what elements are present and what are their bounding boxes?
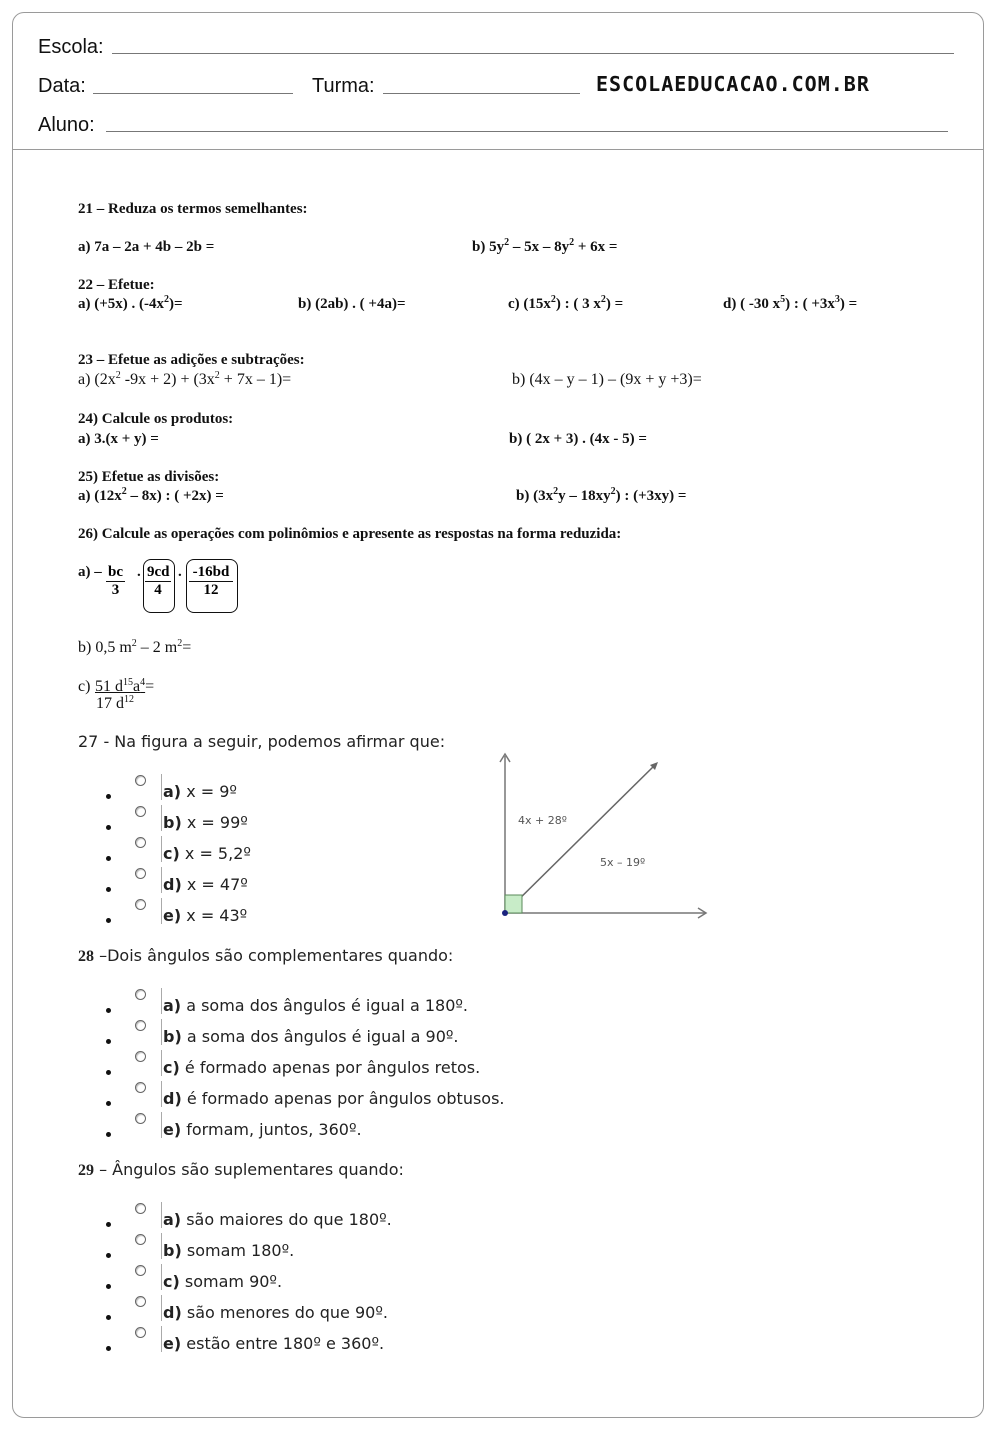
- q28-radio-c[interactable]: [135, 1051, 146, 1062]
- q21-item-b: b) $5y^2 - 5x - 8y^2 + 6x$ =: [472, 237, 618, 255]
- q22-item-d: d) ( -30 $x^5$) : ( $+3x^3$) =: [723, 294, 858, 312]
- q27-bullet: [106, 825, 111, 830]
- q29-bullet: [106, 1315, 111, 1320]
- q21-title: 21 – Reduza os termos semelhantes:: [78, 201, 308, 217]
- q24-title: 24) Calcule os produtos:: [78, 411, 234, 427]
- q28-bullet: [106, 1101, 111, 1106]
- q28-bullet: [106, 1039, 111, 1044]
- q29-separator: [161, 1264, 162, 1290]
- q21-item-a: a) 7a – 2a + 4b – 2b =: [78, 239, 215, 255]
- q28-option-d[interactable]: d) é formado apenas por ângulos obtusos.: [163, 1089, 505, 1108]
- q29-separator: [161, 1233, 162, 1259]
- q28-separator: [161, 988, 162, 1014]
- q28-bullet: [106, 1132, 111, 1137]
- class-label: Turma:: [312, 75, 375, 97]
- class-field[interactable]: [383, 93, 580, 94]
- q29-option-c[interactable]: c) somam 90º.: [163, 1272, 283, 1291]
- q26-title: 26) Calcule as operações com polinômios e apresente as respostas na forma reduzida:: [78, 526, 622, 542]
- q26-item-a-label: a) –: [78, 564, 102, 580]
- q29-radio-b[interactable]: [135, 1234, 146, 1245]
- date-label: Data:: [38, 75, 86, 97]
- q29-option-b[interactable]: b) somam 180º.: [163, 1241, 295, 1260]
- q28-radio-e[interactable]: [135, 1113, 146, 1124]
- date-field[interactable]: [93, 93, 293, 94]
- q29-option-d[interactable]: d) são menores do que 90º.: [163, 1303, 388, 1322]
- label-lower-angle: 5x – 19º: [600, 856, 646, 869]
- q27-option-c[interactable]: c) x = 5,2º: [163, 844, 251, 863]
- q29-bullet: [106, 1284, 111, 1289]
- diagonal-ray: [505, 764, 656, 913]
- q26-fraction-1: $\frac{bc}{3}$: [108, 564, 123, 598]
- student-label: Aluno:: [38, 114, 95, 136]
- q28-separator: [161, 1050, 162, 1076]
- q27-option-a[interactable]: a) x = 9º: [163, 782, 237, 801]
- q26-item-c-label: c): [78, 678, 91, 695]
- vertex-point: [502, 910, 508, 916]
- q28-separator: [161, 1081, 162, 1107]
- q22-item-b: b) (2ab) . ( +4a)=: [298, 296, 406, 312]
- q27-separator: [161, 867, 162, 893]
- q28-option-e[interactable]: e) formam, juntos, 360º.: [163, 1120, 362, 1139]
- q28-option-a[interactable]: a) a soma dos ângulos é igual a 180º.: [163, 996, 469, 1015]
- q27-radio-d[interactable]: [135, 868, 146, 879]
- q28-separator: [161, 1019, 162, 1045]
- q27-option-e[interactable]: e) x = 43º: [163, 906, 248, 925]
- q28-radio-d[interactable]: [135, 1082, 146, 1093]
- q26-fraction-3: $\frac{-16bd}{12}$: [189, 564, 233, 599]
- angle-figure: [490, 748, 720, 938]
- q27-separator: [161, 774, 162, 800]
- q28-bullet: [106, 1008, 111, 1013]
- q28-separator: [161, 1112, 162, 1138]
- q27-bullet: [106, 856, 111, 861]
- q24-item-a: a) 3.(x + y) =: [78, 431, 159, 447]
- label-upper-angle: 4x + 28º: [518, 814, 567, 827]
- q27-bullet: [106, 887, 111, 892]
- q25-title: 25) Efetue as divisões:: [78, 469, 220, 485]
- q25-item-a: a) $(12x^2 - 8x)$ : ( +2x) =: [78, 486, 224, 504]
- q29-radio-d[interactable]: [135, 1296, 146, 1307]
- q23-item-b: b) (4x – y – 1) – (9x + y +3)=: [512, 371, 702, 388]
- q26-item-b: b) 0,5 $m^2 - 2$ $m^2=$: [78, 638, 192, 656]
- q26-dot-1: .: [137, 564, 141, 580]
- q29-bullet: [106, 1346, 111, 1351]
- q29-separator: [161, 1326, 162, 1352]
- q25-item-b: b) $(3x^2y - 18xy^2)$ : (+3xy) =: [516, 486, 687, 504]
- q27-option-d[interactable]: d) x = 47º: [163, 875, 248, 894]
- q29-option-e[interactable]: e) estão entre 180º e 360º.: [163, 1334, 385, 1353]
- q24-item-b: b) ( 2x + 3) . (4x - 5) =: [509, 431, 647, 447]
- q27-title: 27 - Na figura a seguir, podemos afirmar que:: [78, 732, 446, 751]
- q28-option-b[interactable]: b) a soma dos ângulos é igual a 90º.: [163, 1027, 459, 1046]
- q27-radio-b[interactable]: [135, 806, 146, 817]
- school-field[interactable]: [112, 53, 954, 54]
- q29-separator: [161, 1295, 162, 1321]
- q29-radio-a[interactable]: [135, 1203, 146, 1214]
- q22-title: 22 – Efetue:: [78, 277, 155, 293]
- q27-bullet: [106, 794, 111, 799]
- right-angle-marker: [505, 895, 522, 913]
- q28-radio-b[interactable]: [135, 1020, 146, 1031]
- q26-item-c-numerator: 51 $d^{15}a^4=$: [95, 677, 155, 695]
- q29-separator: [161, 1202, 162, 1228]
- q27-radio-c[interactable]: [135, 837, 146, 848]
- school-label: Escola:: [38, 36, 104, 58]
- q29-bullet: [106, 1222, 111, 1227]
- q22-item-c: c) $(15x^2)$ : ( 3 $x^2$) =: [508, 294, 624, 312]
- q29-radio-e[interactable]: [135, 1327, 146, 1338]
- q28-option-c[interactable]: c) é formado apenas por ângulos retos.: [163, 1058, 481, 1077]
- q27-separator: [161, 836, 162, 862]
- q26-item-c-denominator: 17 $d^{12}$: [96, 694, 134, 712]
- q28-bullet: [106, 1070, 111, 1075]
- q27-separator: [161, 898, 162, 924]
- q23-item-a: a) ($2x^2$ $-9x + 2) + (3x^2 + 7x - 1)=$: [78, 370, 292, 388]
- q26-fraction-2: $\frac{9cd}{4}$: [147, 564, 170, 598]
- q23-title: 23 – Efetue as adições e subtrações:: [78, 352, 305, 368]
- q28-title: 28 –Dois ângulos são complementares quando:: [78, 946, 454, 965]
- q29-title: 29 – Ângulos são suplementares quando:: [78, 1160, 404, 1179]
- worksheet-border: [12, 12, 984, 1418]
- q27-option-b[interactable]: b) x = 99º: [163, 813, 248, 832]
- q27-radio-a[interactable]: [135, 775, 146, 786]
- q26-dot-2: .: [178, 564, 182, 580]
- q29-radio-c[interactable]: [135, 1265, 146, 1276]
- q28-radio-a[interactable]: [135, 989, 146, 1000]
- brand-logo-text: ESCOLAEDUCACAO.COM.BR: [596, 72, 870, 96]
- q27-bullet: [106, 918, 111, 923]
- student-field[interactable]: [106, 131, 948, 132]
- q27-radio-e[interactable]: [135, 899, 146, 910]
- header-divider: [12, 149, 984, 150]
- q29-bullet: [106, 1253, 111, 1258]
- q27-separator: [161, 805, 162, 831]
- q29-option-a[interactable]: a) são maiores do que 180º.: [163, 1210, 392, 1229]
- q22-item-a: a) (+5x) . $(-4x^2)=$: [78, 294, 183, 312]
